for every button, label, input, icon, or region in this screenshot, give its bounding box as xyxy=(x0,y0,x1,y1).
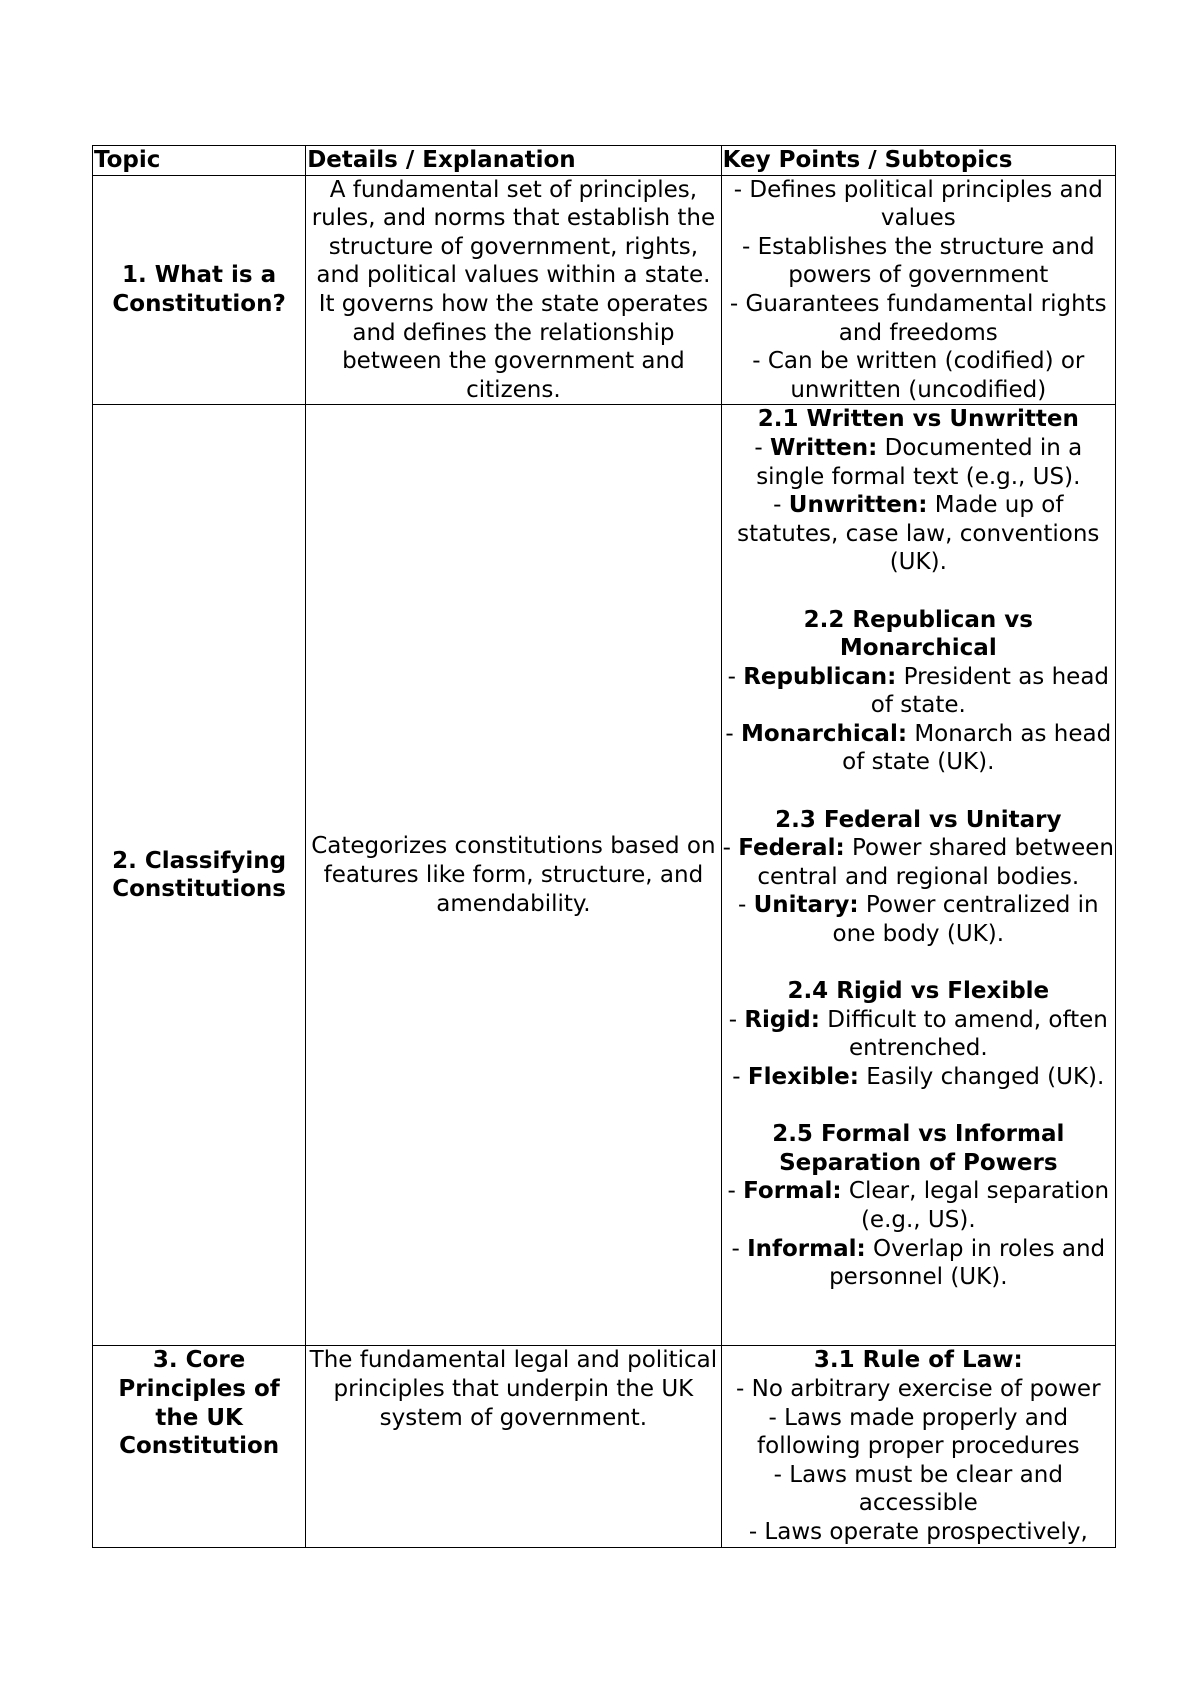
key-point: - Laws made properly and following proper procedures xyxy=(757,1404,1080,1460)
term: Flexible: xyxy=(747,1064,859,1090)
term: Federal: xyxy=(738,835,845,862)
table-header-row xyxy=(93,146,1116,176)
term: Unwritten: xyxy=(788,492,928,519)
term: Written: xyxy=(769,434,878,461)
constitution-notes-table xyxy=(92,145,1116,1548)
term: Monarchical: xyxy=(740,720,908,747)
subtopic-item: - Rigid: Difficult to amend, often entrenched. xyxy=(728,1006,1108,1062)
key-point: - No arbitrary exercise of power xyxy=(736,1375,1101,1402)
table-row xyxy=(93,175,1116,405)
subtopic-section xyxy=(723,1120,1114,1292)
details-cell: The fundamental legal and political principles that underpin the UK system of government. xyxy=(306,1346,721,1547)
subtopic-section xyxy=(723,405,1114,577)
subtopic-section xyxy=(723,806,1114,949)
details-cell: A fundamental set of principles, rules, and norms that establish the structure of government, rights, and political values within a state. It governs how the state operates and defines the relationship between the government and citizens. xyxy=(306,175,721,405)
subtopic-item: - Unwritten: Made up of statutes, case law, conventions (UK). xyxy=(737,492,1100,576)
subtopic-section xyxy=(723,977,1114,1091)
subtopic-item: - Monarchical: Monarch as head of state (UK). xyxy=(725,720,1112,776)
subtopic-item: - Formal: Clear, legal separation (e.g., US). xyxy=(727,1178,1110,1233)
subtopic-item: - Written: Documented in a single formal text (e.g., US). xyxy=(754,434,1083,490)
subtopic-item: - Informal: Overlap in roles and personnel (UK). xyxy=(731,1235,1106,1291)
header-topic: Topic xyxy=(93,146,306,176)
key-point: - Defines political principles and values xyxy=(733,176,1103,232)
key-points-cell xyxy=(721,175,1115,405)
subtopic-item: - Unitary: Power centralized in one body (UK). xyxy=(738,892,1099,948)
term: Republican: xyxy=(743,663,897,690)
topic-cell: 1. What is a Constitution? xyxy=(93,175,306,405)
subtopic-heading: 2.5 Formal vs Informal Separation of Powers xyxy=(772,1121,1065,1176)
key-point: - Can be written (codified) or unwritten (uncodified) xyxy=(752,348,1085,403)
subtopic-section xyxy=(723,606,1114,778)
key-points-cell xyxy=(721,405,1115,1346)
spacer xyxy=(723,1092,1114,1121)
subtopic-item: - Flexible: Easily changed (UK). xyxy=(732,1064,1105,1090)
spacer xyxy=(723,577,1114,606)
key-point: - Laws operate prospectively, xyxy=(748,1518,1088,1545)
key-points-cell xyxy=(721,1346,1115,1547)
table-row xyxy=(93,1346,1116,1547)
term: Formal: xyxy=(743,1178,842,1205)
header-key-points: Key Points / Subtopics xyxy=(721,146,1115,176)
key-point: - Guarantees fundamental rights and freedoms xyxy=(729,290,1107,346)
subtopic-heading: 2.3 Federal vs Unitary xyxy=(775,806,1062,833)
key-point: - Establishes the structure and powers of government xyxy=(741,233,1095,289)
table-row xyxy=(93,405,1116,1346)
subtopic-heading: 3.1 Rule of Law: xyxy=(813,1347,1023,1374)
term: Rigid: xyxy=(744,1006,820,1033)
subtopic-heading: 2.1 Written vs Unwritten xyxy=(757,406,1079,433)
subtopic-heading: 2.2 Republican vs Monarchical xyxy=(803,606,1033,662)
key-point: - Laws must be clear and accessible xyxy=(773,1461,1063,1517)
term: Informal: xyxy=(747,1235,866,1262)
header-details: Details / Explanation xyxy=(306,146,721,176)
subtopic-heading: 2.4 Rigid vs Flexible xyxy=(787,978,1050,1005)
subtopic-item: - Federal: Power shared between central and regional bodies. xyxy=(722,835,1114,890)
spacer xyxy=(723,777,1114,806)
term: Unitary: xyxy=(753,892,859,919)
details-cell: Categorizes constitutions based on features like form, structure, and amendability. xyxy=(306,405,721,1346)
topic-cell: 2. Classifying Constitutions xyxy=(93,405,306,1346)
topic-cell: 3. Core Principles of the UK Constitution xyxy=(93,1346,306,1547)
subtopic-item: - Republican: President as head of state. xyxy=(727,663,1110,719)
spacer xyxy=(723,949,1114,978)
